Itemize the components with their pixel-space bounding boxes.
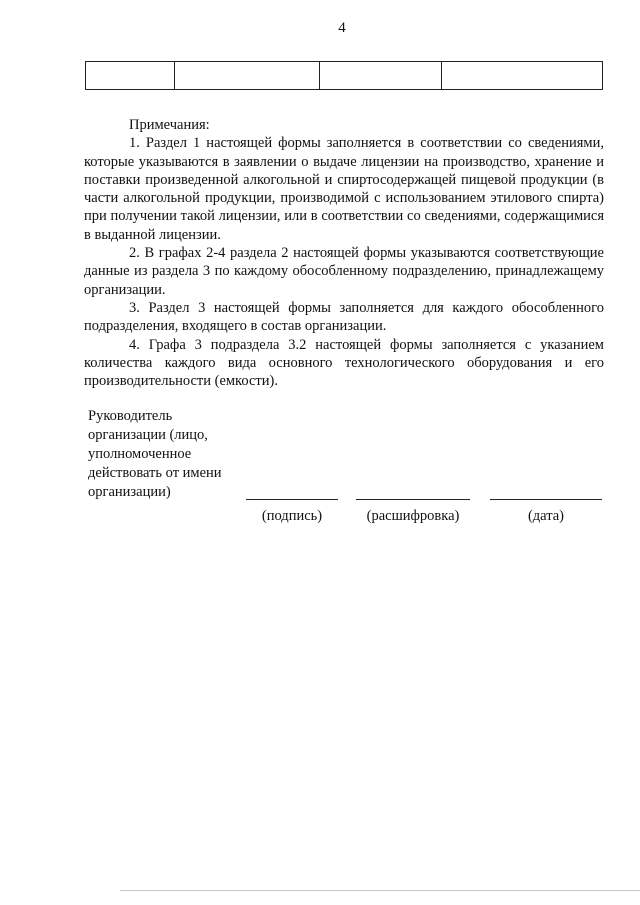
form-table-fragment [85, 61, 603, 90]
note-item-2: 2. В графах 2-4 раздела 2 настоящей формы указываются соответствующие данные из раздела 3 по каждому обособленному подразделению, принадлежащему организации. [84, 245, 604, 298]
signatory-role [88, 407, 238, 502]
signatory-role-line: действовать от имени [88, 465, 222, 481]
note-item-3: 3. Раздел 3 настоящей формы заполняется для каждого обособленного подразделения, входящего в состав организации. [84, 299, 604, 335]
signatory-role-line: организации (лицо, [88, 427, 208, 443]
table-cell [86, 62, 175, 90]
signature-line [246, 499, 338, 500]
signatory-role-line: организации) [88, 484, 171, 500]
table-cell [175, 62, 320, 90]
page-number: 4 [338, 20, 346, 36]
table-cell [442, 62, 603, 90]
date-line [490, 499, 602, 500]
table-cell [320, 62, 442, 90]
date-caption: (дата) [527, 508, 565, 524]
decoding-line [356, 499, 470, 500]
note-item-1: 1. Раздел 1 настоящей формы заполняется в соответствии со сведениями, которые указываются в заявлении о выдаче лицензии на производство, хранение и поставки произведенной алкогольной и спиртосодержащей пищевой продукции (в части алкогольной продукции, производимой с использованием этилового спирта) при получении такой лицензии, или в соответствии со сведениями, содержащимися в выданной лицензии. [84, 135, 604, 243]
notes-section [84, 116, 604, 390]
scan-edge-line [120, 890, 640, 891]
decoding-caption: (расшифровка) [366, 508, 460, 524]
signatory-role-line: Руководитель [88, 408, 173, 424]
signatory-role-line: уполномоченное [88, 446, 192, 462]
table-row [86, 62, 603, 90]
notes-heading: Примечания: [129, 117, 210, 133]
note-item-4: 4. Графа 3 подраздела 3.2 настоящей формы заполняется с указанием количества каждого вида основного технологического оборудования и его производительности (емкости). [84, 336, 604, 390]
signature-caption: (подпись) [261, 508, 323, 524]
